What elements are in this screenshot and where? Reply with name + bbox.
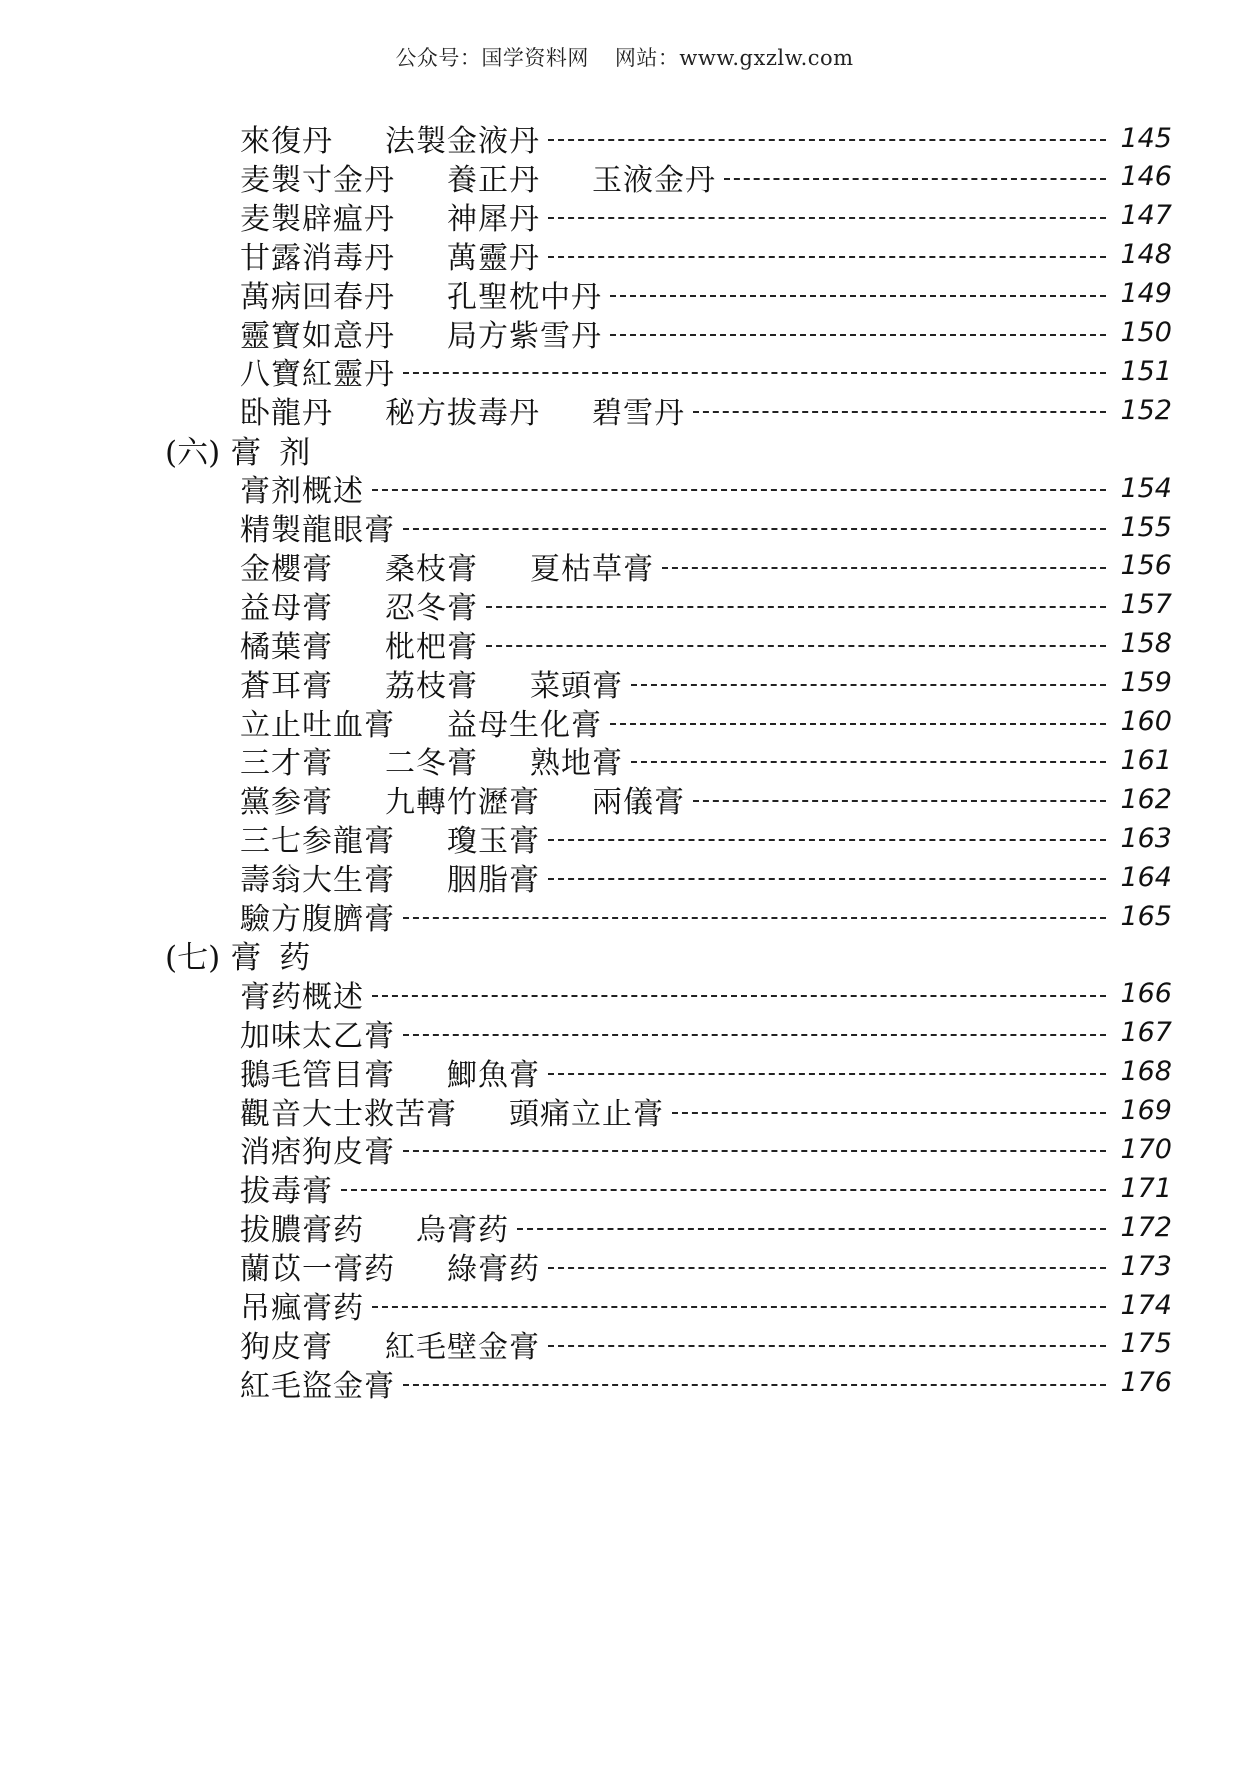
entry-title: 蒼耳膏 [240,668,333,704]
toc-entry [240,818,1172,858]
entry-title: 烏膏药 [416,1213,509,1249]
dot-leader [610,723,1106,725]
entry-title: 驗方腹臍膏 [240,902,395,937]
entry-titles [240,622,478,666]
entry-title: 秘方拔毒丹 [385,396,540,432]
page-number: 151 [1120,355,1172,387]
entry-titles [240,855,540,899]
entry-titles [240,1011,395,1055]
entry-titles [240,155,716,199]
entry-title: 熟地膏 [530,746,623,782]
entry-title: 三才膏 [240,746,333,782]
toc-entry [240,896,1172,936]
section-title: 膏药 [230,940,329,977]
entry-title: 橘葉膏 [240,629,333,665]
entry-title: 局方紫雪丹 [447,318,602,354]
entry-title: 二冬膏 [385,746,478,782]
entry-title: 拔膿膏药 [240,1213,364,1249]
page-number: 172 [1120,1211,1172,1243]
dot-leader [631,761,1106,763]
entry-titles [240,583,478,627]
entry-title: 蘭苡一膏药 [240,1252,395,1288]
entry-title: 神犀丹 [447,201,540,237]
header-website: 网站：www.gxzlw.com [614,46,854,70]
dot-leader [517,1228,1106,1230]
entry-titles [240,738,623,782]
entry-title: 觀音大士救苦膏 [240,1096,457,1132]
entry-titles [240,816,540,860]
page-number: 156 [1120,550,1172,582]
toc-entry [240,1091,1172,1131]
dot-leader [548,1073,1106,1075]
entry-titles [240,1322,540,1366]
section-number: (七) [165,940,221,977]
page-number: 159 [1120,667,1172,699]
toc-entry [240,274,1172,314]
entry-titles [240,505,395,549]
toc-section-heading [165,935,765,975]
page-number: 163 [1120,822,1172,854]
page-number: 171 [1120,1172,1172,1204]
toc-entry [240,1324,1172,1364]
dot-leader [403,372,1106,374]
toc-entry [240,351,1172,391]
page-number: 168 [1120,1056,1172,1088]
entry-title: 壽翁大生膏 [240,863,395,899]
page-number: 154 [1120,472,1172,504]
dot-leader [403,1150,1106,1152]
entry-titles [240,272,602,316]
toc-entry [240,1168,1172,1208]
entry-title: 膏剂概述 [240,474,364,510]
entry-title: 胭脂膏 [447,863,540,899]
entry-titles [240,1283,364,1327]
entry-titles [240,194,540,238]
toc-entry [240,1052,1172,1092]
page-number: 158 [1120,628,1172,660]
entry-title: 忍冬膏 [385,590,478,626]
dot-leader [341,1189,1106,1191]
entry-title: 綠膏药 [447,1252,540,1288]
toc-entry [240,468,1172,508]
page-number: 173 [1120,1250,1172,1282]
header-account: 公众号：国学资料网 [395,46,589,70]
entry-title: 紅毛盜金膏 [240,1368,395,1404]
page-number: 145 [1120,122,1172,154]
page-number: 147 [1120,200,1172,232]
toc-entry [240,857,1172,897]
dot-leader [548,139,1106,141]
toc-entry [240,1013,1172,1053]
entry-titles [240,661,623,705]
entry-titles [240,233,540,277]
entry-title: 甘露消毒丹 [240,240,395,276]
toc-entry [240,1363,1172,1403]
page-number: 152 [1120,394,1172,426]
entry-title: 狗皮膏 [240,1329,333,1365]
toc-entry [240,507,1172,547]
entry-title: 加味太乙膏 [240,1018,395,1054]
page-number: 162 [1120,783,1172,815]
page-number: 160 [1120,706,1172,737]
entry-title: 兩儀膏 [592,785,685,821]
entry-title: 頭痛立止膏 [509,1096,664,1132]
entry-title: 消痞狗皮膏 [240,1135,395,1171]
entry-titles [240,349,395,393]
entry-titles [240,1089,664,1133]
section-number: (六) [165,434,221,471]
entry-titles [240,116,540,160]
entry-titles [240,700,602,744]
entry-title: 瓊玉膏 [447,824,540,860]
entry-title: 鵝毛管目膏 [240,1057,395,1093]
toc-entry [240,624,1172,664]
entry-title: 桑枝膏 [385,551,478,587]
page-number: 155 [1120,511,1172,543]
page-number: 174 [1120,1289,1172,1321]
toc-entry [240,585,1172,625]
entry-title: 吊瘋膏药 [240,1291,364,1326]
page-number: 157 [1120,589,1172,621]
dot-leader [548,839,1106,841]
toc-entry [240,702,1172,742]
entry-title: 紅毛壁金膏 [385,1329,540,1365]
entry-title: 碧雪丹 [592,396,685,432]
dot-leader [693,800,1106,802]
entry-titles [240,972,364,1016]
dot-leader [403,1384,1106,1386]
page-number: 166 [1120,978,1172,1010]
entry-title: 膏药概述 [240,979,364,1015]
toc-entry [240,663,1172,703]
page-number: 167 [1120,1017,1172,1049]
toc-section-heading [165,429,765,469]
entry-title: 萬病回春丹 [240,279,395,315]
dot-leader [372,489,1106,491]
dot-leader [610,295,1106,297]
toc-entry [240,196,1172,236]
dot-leader [548,256,1106,258]
page-number: 176 [1120,1367,1172,1399]
toc-entry [240,546,1172,586]
page-number: 146 [1120,161,1172,193]
entry-title: 益母生化膏 [447,707,602,743]
entry-title: 精製龍眼膏 [240,513,395,548]
toc-entry [240,1285,1172,1325]
section-title: 膏剂 [230,434,329,471]
entry-title: 荔枝膏 [385,668,478,704]
toc-entry [240,313,1172,353]
dot-leader [403,528,1106,530]
page-number: 150 [1120,317,1172,348]
toc-entry [240,1129,1172,1169]
entry-title: 立止吐血膏 [240,707,395,743]
page-number: 149 [1120,278,1172,310]
entry-titles [240,1361,395,1405]
page-number: 165 [1120,900,1172,932]
dot-leader [548,217,1106,219]
toc-entry [240,740,1172,780]
entry-title: 枇杷膏 [385,629,478,665]
entry-titles [240,1244,540,1288]
entry-title: 靈寶如意丹 [240,318,395,354]
dot-leader [403,1034,1106,1036]
dot-leader [631,684,1106,686]
page-number: 148 [1120,239,1172,271]
entry-titles [240,1050,540,1094]
toc-entry [240,118,1172,158]
page-number: 169 [1120,1095,1172,1126]
entry-title: 卧龍丹 [240,396,333,432]
dot-leader [610,334,1106,336]
dot-leader [486,606,1106,608]
entry-title: 拔毒膏 [240,1174,333,1210]
entry-titles [240,777,685,821]
entry-title: 養正丹 [447,162,540,198]
dot-leader [403,917,1106,919]
page-header [0,42,1249,72]
entry-title: 鯽魚膏 [447,1057,540,1093]
entry-titles [240,311,602,355]
entry-title: 麦製寸金丹 [240,162,395,198]
entry-title: 麦製辟瘟丹 [240,201,395,237]
entry-title: 夏枯草膏 [530,551,654,587]
dot-leader [372,1306,1106,1308]
entry-title: 法製金液丹 [385,124,540,159]
dot-leader [548,1267,1106,1269]
dot-leader [372,995,1106,997]
dot-leader [662,567,1106,569]
page-number: 161 [1120,744,1172,776]
entry-titles [240,466,364,510]
entry-title: 玉液金丹 [592,162,716,198]
toc-entry [240,390,1172,430]
dot-leader [693,411,1106,413]
entry-titles [240,1166,333,1210]
toc-entry [240,974,1172,1014]
entry-title: 萬靈丹 [447,240,540,276]
dot-leader [672,1112,1106,1114]
dot-leader [486,645,1106,647]
entry-title: 金櫻膏 [240,551,333,587]
entry-title: 益母膏 [240,590,333,626]
entry-title: 八寶紅靈丹 [240,357,395,393]
toc-entry [240,1207,1172,1247]
entry-title: 孔聖枕中丹 [447,279,602,315]
page-number: 175 [1120,1328,1172,1360]
page-number: 170 [1120,1133,1172,1165]
dot-leader [548,1345,1106,1347]
dot-leader [548,878,1106,880]
entry-titles [240,1127,395,1171]
entry-titles [240,894,395,938]
entry-title: 來復丹 [240,124,333,159]
dot-leader [724,178,1106,180]
entry-title: 菜頭膏 [530,668,623,704]
entry-title: 黨参膏 [240,785,333,821]
toc-entry [240,157,1172,197]
entry-titles [240,388,685,432]
entry-title: 九轉竹瀝膏 [385,785,540,821]
entry-titles [240,544,654,588]
entry-title: 三七参龍膏 [240,824,395,860]
toc-entry [240,1246,1172,1286]
toc-entry [240,235,1172,275]
toc-entry [240,779,1172,819]
page-number: 164 [1120,861,1172,893]
entry-titles [240,1205,509,1249]
